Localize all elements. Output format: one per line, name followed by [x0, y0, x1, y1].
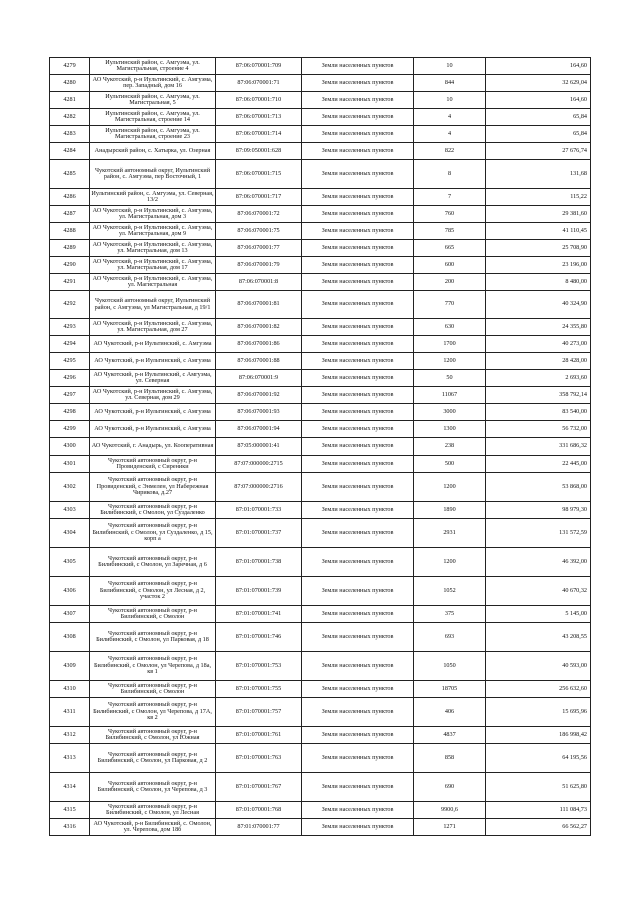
row-address: АО Чукотский, р-н Иультинский, с Амгуэма, ул. Северная — [90, 370, 216, 387]
row-cadastral-value: 98 979,30 — [486, 502, 591, 519]
table-row — [50, 223, 591, 240]
land-register-table — [49, 57, 591, 836]
row-number: 4310 — [50, 681, 90, 698]
table-row — [50, 189, 591, 206]
row-cadastral-value: 23 196,00 — [486, 257, 591, 274]
row-cadastral-value: 2 693,60 — [486, 370, 591, 387]
row-area: 693 — [414, 623, 486, 652]
row-cadastral-number: 87:01:070001:755 — [216, 681, 302, 698]
table-row — [50, 126, 591, 143]
row-cadastral-value: 64 195,56 — [486, 744, 591, 773]
table-row — [50, 336, 591, 353]
row-address: АО Чукотский, р-н Билибинский, с. Омолон, ул. Черепова, дом 18б — [90, 819, 216, 836]
row-area: 858 — [414, 744, 486, 773]
row-area: 785 — [414, 223, 486, 240]
row-address: АО Чукотский, р-н Иультинский, с. Амгуэма, пер. Западный, дом 16 — [90, 75, 216, 92]
row-number: 4290 — [50, 257, 90, 274]
row-number: 4302 — [50, 473, 90, 502]
row-number: 4285 — [50, 160, 90, 189]
row-number: 4309 — [50, 652, 90, 681]
row-cadastral-value: 28 428,00 — [486, 353, 591, 370]
row-cadastral-number: 87:06:070001:715 — [216, 160, 302, 189]
row-cadastral-value: 115,22 — [486, 189, 591, 206]
row-cadastral-number: 87:07:000000:2715 — [216, 456, 302, 473]
row-area: 1300 — [414, 421, 486, 438]
row-cadastral-value: 43 208,55 — [486, 623, 591, 652]
row-address: Чукотский автономный округ, р-н Билибинский, с Омолон, ул Черепова, д 3 — [90, 773, 216, 802]
row-number: 4307 — [50, 606, 90, 623]
table-row — [50, 58, 591, 75]
row-address: Чукотский автономный округ, Иультинский район, с. Амгуэма, пер Восточный, 1 — [90, 160, 216, 189]
row-cadastral-number: 87:06:070001:9 — [216, 370, 302, 387]
row-cadastral-value: 25 708,90 — [486, 240, 591, 257]
row-cadastral-value: 29 381,60 — [486, 206, 591, 223]
table-row — [50, 206, 591, 223]
row-cadastral-value: 186 998,42 — [486, 727, 591, 744]
row-address: Чукотский автономный округ, р-н Билибинский, с Омолон, ул Южная — [90, 727, 216, 744]
row-area: 844 — [414, 75, 486, 92]
row-land-category: Земли населенных пунктов — [302, 802, 414, 819]
row-number: 4286 — [50, 189, 90, 206]
row-cadastral-number: 87:06:070001:94 — [216, 421, 302, 438]
row-address: Иультинский район, с. Амгуэма, ул. Магистральная, строение 23 — [90, 126, 216, 143]
table-row — [50, 143, 591, 160]
row-address: АО Чукотский, р-н Иультинский, с Амгуэма — [90, 404, 216, 421]
row-land-category: Земли населенных пунктов — [302, 727, 414, 744]
row-cadastral-value: 40 670,32 — [486, 577, 591, 606]
row-address: АО Чукотский, р-н Иультинский, с Амгуэма — [90, 421, 216, 438]
row-address: АО Чукотский, р-н Иультинский, с. Амгуэма, ул. Магистральная, дом 27 — [90, 319, 216, 336]
row-land-category: Земли населенных пунктов — [302, 421, 414, 438]
row-cadastral-number: 87:07:000000:2716 — [216, 473, 302, 502]
row-cadastral-value: 65,84 — [486, 126, 591, 143]
row-area: 1271 — [414, 819, 486, 836]
row-number: 4308 — [50, 623, 90, 652]
row-land-category: Земли населенных пунктов — [302, 519, 414, 548]
row-cadastral-value: 24 355,80 — [486, 319, 591, 336]
row-area: 4 — [414, 126, 486, 143]
row-cadastral-number: 87:01:070001:741 — [216, 606, 302, 623]
row-cadastral-number: 87:06:070001:81 — [216, 291, 302, 319]
row-cadastral-number: 87:06:070001:710 — [216, 92, 302, 109]
row-address: Чукотский автономный округ, р-н Билибинский, с Омолон, ул Парковая, д 2 — [90, 744, 216, 773]
row-land-category: Земли населенных пунктов — [302, 336, 414, 353]
row-land-category: Земли населенных пунктов — [302, 577, 414, 606]
row-cadastral-value: 66 562,27 — [486, 819, 591, 836]
row-cadastral-value: 256 632,60 — [486, 681, 591, 698]
row-land-category: Земли населенных пунктов — [302, 370, 414, 387]
row-cadastral-value: 53 868,00 — [486, 473, 591, 502]
row-number: 4280 — [50, 75, 90, 92]
row-address: Чукотский автономный округ, р-н Провиденский, с Энмелен, ул Набережная Чирикова, д.27 — [90, 473, 216, 502]
row-land-category: Земли населенных пунктов — [302, 387, 414, 404]
row-area: 500 — [414, 456, 486, 473]
row-number: 4289 — [50, 240, 90, 257]
row-cadastral-value: 40 593,00 — [486, 652, 591, 681]
row-area: 1200 — [414, 548, 486, 577]
row-address: Чукотский автономный округ, р-н Билибинский, с Омолон, ул Черепова, д 18а, кв 1 — [90, 652, 216, 681]
table-row — [50, 773, 591, 802]
row-cadastral-value: 83 540,00 — [486, 404, 591, 421]
row-number: 4296 — [50, 370, 90, 387]
row-cadastral-number: 87:06:070001:713 — [216, 109, 302, 126]
row-cadastral-value: 41 110,45 — [486, 223, 591, 240]
row-address: Чукотский автономный округ, р-н Билибинский, с Омолон, ул Парковая, д 18 — [90, 623, 216, 652]
row-number: 4293 — [50, 319, 90, 336]
row-number: 4301 — [50, 456, 90, 473]
row-cadastral-value: 164,60 — [486, 92, 591, 109]
row-address: Иультинский район, с. Амгуэма, ул. Магистральная, строение 4 — [90, 58, 216, 75]
table-row — [50, 240, 591, 257]
row-cadastral-value: 22 445,00 — [486, 456, 591, 473]
table-row — [50, 438, 591, 456]
table-row — [50, 577, 591, 606]
row-land-category: Земли населенных пунктов — [302, 291, 414, 319]
row-cadastral-number: 87:06:070001:714 — [216, 126, 302, 143]
row-cadastral-value: 40 324,90 — [486, 291, 591, 319]
row-address: Чукотский автономный округ, р-н Билибинский, с Омолон, ул Черепова, д 17А, кв 2 — [90, 698, 216, 727]
table-row — [50, 370, 591, 387]
row-area: 1890 — [414, 502, 486, 519]
table-row — [50, 257, 591, 274]
table-body — [50, 58, 591, 836]
row-land-category: Земли населенных пунктов — [302, 404, 414, 421]
row-number: 4314 — [50, 773, 90, 802]
row-cadastral-number: 87:06:070001:72 — [216, 206, 302, 223]
row-address: АО Чукотский, р-н Иультинский, с. Амгуэма, ул. Магистральная — [90, 274, 216, 291]
row-number: 4298 — [50, 404, 90, 421]
row-area: 822 — [414, 143, 486, 160]
row-land-category: Земли населенных пунктов — [302, 456, 414, 473]
row-address: АО Чукотский, р-н Иультинский, с. Амгуэма, ул. Магистральная, дом 13 — [90, 240, 216, 257]
row-cadastral-value: 131,68 — [486, 160, 591, 189]
row-number: 4292 — [50, 291, 90, 319]
row-land-category: Земли населенных пунктов — [302, 652, 414, 681]
row-number: 4284 — [50, 143, 90, 160]
table-row — [50, 75, 591, 92]
table-row — [50, 606, 591, 623]
table-row — [50, 421, 591, 438]
row-area: 9900,6 — [414, 802, 486, 819]
row-area: 18705 — [414, 681, 486, 698]
table-row — [50, 652, 591, 681]
table-row — [50, 819, 591, 836]
table-row — [50, 456, 591, 473]
row-area: 3000 — [414, 404, 486, 421]
row-cadastral-value: 5 145,00 — [486, 606, 591, 623]
row-land-category: Земли населенных пунктов — [302, 75, 414, 92]
row-cadastral-number: 87:06:070001:77 — [216, 240, 302, 257]
row-address: Чукотский автономный округ, р-н Билибинский, с Омолон, ул Заречная, д 6 — [90, 548, 216, 577]
row-cadastral-number: 87:06:070001:75 — [216, 223, 302, 240]
table-row — [50, 319, 591, 336]
row-number: 4312 — [50, 727, 90, 744]
table-row — [50, 404, 591, 421]
row-cadastral-value: 111 084,73 — [486, 802, 591, 819]
row-area: 600 — [414, 257, 486, 274]
row-land-category: Земли населенных пунктов — [302, 623, 414, 652]
row-number: 4283 — [50, 126, 90, 143]
table-row — [50, 502, 591, 519]
row-number: 4279 — [50, 58, 90, 75]
table-row — [50, 548, 591, 577]
row-number: 4313 — [50, 744, 90, 773]
row-number: 4316 — [50, 819, 90, 836]
row-cadastral-number: 87:01:070001:763 — [216, 744, 302, 773]
row-address: Иультинский район, с. Амгуэма, ул. Магистральная, 5 — [90, 92, 216, 109]
row-land-category: Земли населенных пунктов — [302, 502, 414, 519]
row-cadastral-number: 87:01:070001:77 — [216, 819, 302, 836]
row-land-category: Земли населенных пунктов — [302, 606, 414, 623]
row-cadastral-number: 87:06:070001:93 — [216, 404, 302, 421]
row-number: 4297 — [50, 387, 90, 404]
row-cadastral-number: 87:01:070001:739 — [216, 577, 302, 606]
row-number: 4306 — [50, 577, 90, 606]
row-cadastral-number: 87:01:070001:761 — [216, 727, 302, 744]
row-area: 630 — [414, 319, 486, 336]
row-land-category: Земли населенных пунктов — [302, 473, 414, 502]
row-area: 1050 — [414, 652, 486, 681]
table-row — [50, 623, 591, 652]
row-area: 760 — [414, 206, 486, 223]
table-row — [50, 109, 591, 126]
row-cadastral-value: 32 629,04 — [486, 75, 591, 92]
row-cadastral-value: 56 732,00 — [486, 421, 591, 438]
row-cadastral-number: 87:01:070001:737 — [216, 519, 302, 548]
row-area: 4837 — [414, 727, 486, 744]
row-cadastral-number: 87:09:050001:628 — [216, 143, 302, 160]
row-address: АО Чукотский, р-н Иультинский, с. Амгуэма, ул. Северная, дом 29 — [90, 387, 216, 404]
row-address: Иультинский район, с. Амгуэма, ул. Северная, 13/2 — [90, 189, 216, 206]
table-row — [50, 698, 591, 727]
row-cadastral-number: 87:06:070001:8 — [216, 274, 302, 291]
row-land-category: Земли населенных пунктов — [302, 240, 414, 257]
row-address: АО Чукотский, р-н Иультинский, с. Амгуэма — [90, 336, 216, 353]
row-address: Иультинский район, с. Амгуэма, ул. Магистральная, строение 14 — [90, 109, 216, 126]
row-area: 1200 — [414, 473, 486, 502]
row-land-category: Земли населенных пунктов — [302, 773, 414, 802]
row-address: Чукотский автономный округ, р-н Билибинский, с Омолон — [90, 681, 216, 698]
row-land-category: Земли населенных пунктов — [302, 274, 414, 291]
row-cadastral-number: 87:01:070001:733 — [216, 502, 302, 519]
row-land-category: Земли населенных пунктов — [302, 109, 414, 126]
row-number: 4304 — [50, 519, 90, 548]
row-number: 4300 — [50, 438, 90, 456]
table-row — [50, 519, 591, 548]
row-land-category: Земли населенных пунктов — [302, 698, 414, 727]
row-address: Чукотский автономный округ, р-н Билибинский, с Омолон, ул Лесная, д 2, участок 2 — [90, 577, 216, 606]
table-row — [50, 681, 591, 698]
row-area: 10 — [414, 92, 486, 109]
row-address: АО Чукотский, р-н Иультинский, с. Амгуэма, ул. Магистральная, дом 9 — [90, 223, 216, 240]
row-area: 50 — [414, 370, 486, 387]
row-area: 200 — [414, 274, 486, 291]
row-cadastral-value: 27 676,74 — [486, 143, 591, 160]
row-number: 4299 — [50, 421, 90, 438]
row-land-category: Земли населенных пунктов — [302, 681, 414, 698]
row-address: Чукотский автономный округ, р-н Провиденский, с Сиреники — [90, 456, 216, 473]
row-number: 4315 — [50, 802, 90, 819]
row-number: 4288 — [50, 223, 90, 240]
table-row — [50, 274, 591, 291]
row-cadastral-value: 15 695,96 — [486, 698, 591, 727]
row-cadastral-number: 87:06:070001:86 — [216, 336, 302, 353]
row-land-category: Земли населенных пунктов — [302, 206, 414, 223]
row-area: 11067 — [414, 387, 486, 404]
row-number: 4291 — [50, 274, 90, 291]
table-row — [50, 353, 591, 370]
row-cadastral-number: 87:01:070001:746 — [216, 623, 302, 652]
row-area: 10 — [414, 58, 486, 75]
table-row — [50, 802, 591, 819]
row-cadastral-number: 87:06:070001:717 — [216, 189, 302, 206]
row-cadastral-value: 331 686,32 — [486, 438, 591, 456]
row-area: 1200 — [414, 353, 486, 370]
row-area: 4 — [414, 109, 486, 126]
row-cadastral-value: 358 792,14 — [486, 387, 591, 404]
row-cadastral-number: 87:01:070001:753 — [216, 652, 302, 681]
row-land-category: Земли населенных пунктов — [302, 353, 414, 370]
row-area: 7 — [414, 189, 486, 206]
row-land-category: Земли населенных пунктов — [302, 819, 414, 836]
row-address: Чукотский автономный округ, р-н Билибинский, с Омолон, ул Суздаленко, д 15, корп а — [90, 519, 216, 548]
row-land-category: Земли населенных пунктов — [302, 223, 414, 240]
row-land-category: Земли населенных пунктов — [302, 160, 414, 189]
table-row — [50, 387, 591, 404]
table-row — [50, 744, 591, 773]
row-land-category: Земли населенных пунктов — [302, 126, 414, 143]
row-land-category: Земли населенных пунктов — [302, 548, 414, 577]
row-area: 238 — [414, 438, 486, 456]
row-cadastral-value: 51 625,80 — [486, 773, 591, 802]
row-area: 665 — [414, 240, 486, 257]
row-area: 770 — [414, 291, 486, 319]
row-cadastral-number: 87:06:070001:709 — [216, 58, 302, 75]
row-area: 375 — [414, 606, 486, 623]
row-address: АО Чукотский, р-н Иультинский, с. Амгуэма, ул. Магистральная, дом 17 — [90, 257, 216, 274]
row-cadastral-number: 87:01:070001:738 — [216, 548, 302, 577]
row-number: 4281 — [50, 92, 90, 109]
row-address: Анадырский район, с. Хатырка, ул. Озерная — [90, 143, 216, 160]
row-address: Чукотский автономный округ, Иультинский район, с Амгуэма, ул Магистральная, д 19/1 — [90, 291, 216, 319]
row-cadastral-number: 87:06:070001:82 — [216, 319, 302, 336]
row-area: 690 — [414, 773, 486, 802]
row-number: 4282 — [50, 109, 90, 126]
row-cadastral-number: 87:01:070001:757 — [216, 698, 302, 727]
row-land-category: Земли населенных пунктов — [302, 58, 414, 75]
row-land-category: Земли населенных пунктов — [302, 189, 414, 206]
row-area: 8 — [414, 160, 486, 189]
row-cadastral-number: 87:06:070001:88 — [216, 353, 302, 370]
row-cadastral-number: 87:01:070001:768 — [216, 802, 302, 819]
row-land-category: Земли населенных пунктов — [302, 257, 414, 274]
row-area: 2931 — [414, 519, 486, 548]
table-row — [50, 727, 591, 744]
table-row — [50, 160, 591, 189]
row-cadastral-value: 8 480,00 — [486, 274, 591, 291]
row-cadastral-number: 87:06:070001:92 — [216, 387, 302, 404]
row-address: Чукотский автономный округ, р-н Билибинский, с Омолон, ул Лесная — [90, 802, 216, 819]
row-land-category: Земли населенных пунктов — [302, 92, 414, 109]
row-number: 4294 — [50, 336, 90, 353]
row-number: 4311 — [50, 698, 90, 727]
row-cadastral-value: 131 572,59 — [486, 519, 591, 548]
row-area: 1052 — [414, 577, 486, 606]
row-number: 4303 — [50, 502, 90, 519]
row-cadastral-value: 46 392,00 — [486, 548, 591, 577]
table-row — [50, 291, 591, 319]
row-address: Чукотский автономный округ, р-н Билибинский, с Омолон — [90, 606, 216, 623]
row-number: 4295 — [50, 353, 90, 370]
row-cadastral-number: 87:05:000001:41 — [216, 438, 302, 456]
row-address: АО Чукотский, г. Анадырь, ул. Кооперативная — [90, 438, 216, 456]
table-row — [50, 473, 591, 502]
row-cadastral-number: 87:01:070001:767 — [216, 773, 302, 802]
row-cadastral-number: 87:06:070001:79 — [216, 257, 302, 274]
row-land-category: Земли населенных пунктов — [302, 319, 414, 336]
row-address: АО Чукотский, р-н Иультинский, с Амгуэма — [90, 353, 216, 370]
row-cadastral-value: 65,84 — [486, 109, 591, 126]
table-row — [50, 92, 591, 109]
row-cadastral-value: 164,60 — [486, 58, 591, 75]
row-address: АО Чукотский, р-н Иультинский, с. Амгуэма, ул. Магистральная, дом 3 — [90, 206, 216, 223]
row-area: 1700 — [414, 336, 486, 353]
row-land-category: Земли населенных пунктов — [302, 744, 414, 773]
row-area: 406 — [414, 698, 486, 727]
row-land-category: Земли населенных пунктов — [302, 143, 414, 160]
row-address: Чукотский автономный округ, р-н Билибинский, с Омолон, ул Суздаленко — [90, 502, 216, 519]
row-cadastral-number: 87:06:070001:71 — [216, 75, 302, 92]
row-number: 4305 — [50, 548, 90, 577]
row-cadastral-value: 40 273,00 — [486, 336, 591, 353]
row-number: 4287 — [50, 206, 90, 223]
row-land-category: Земли населенных пунктов — [302, 438, 414, 456]
